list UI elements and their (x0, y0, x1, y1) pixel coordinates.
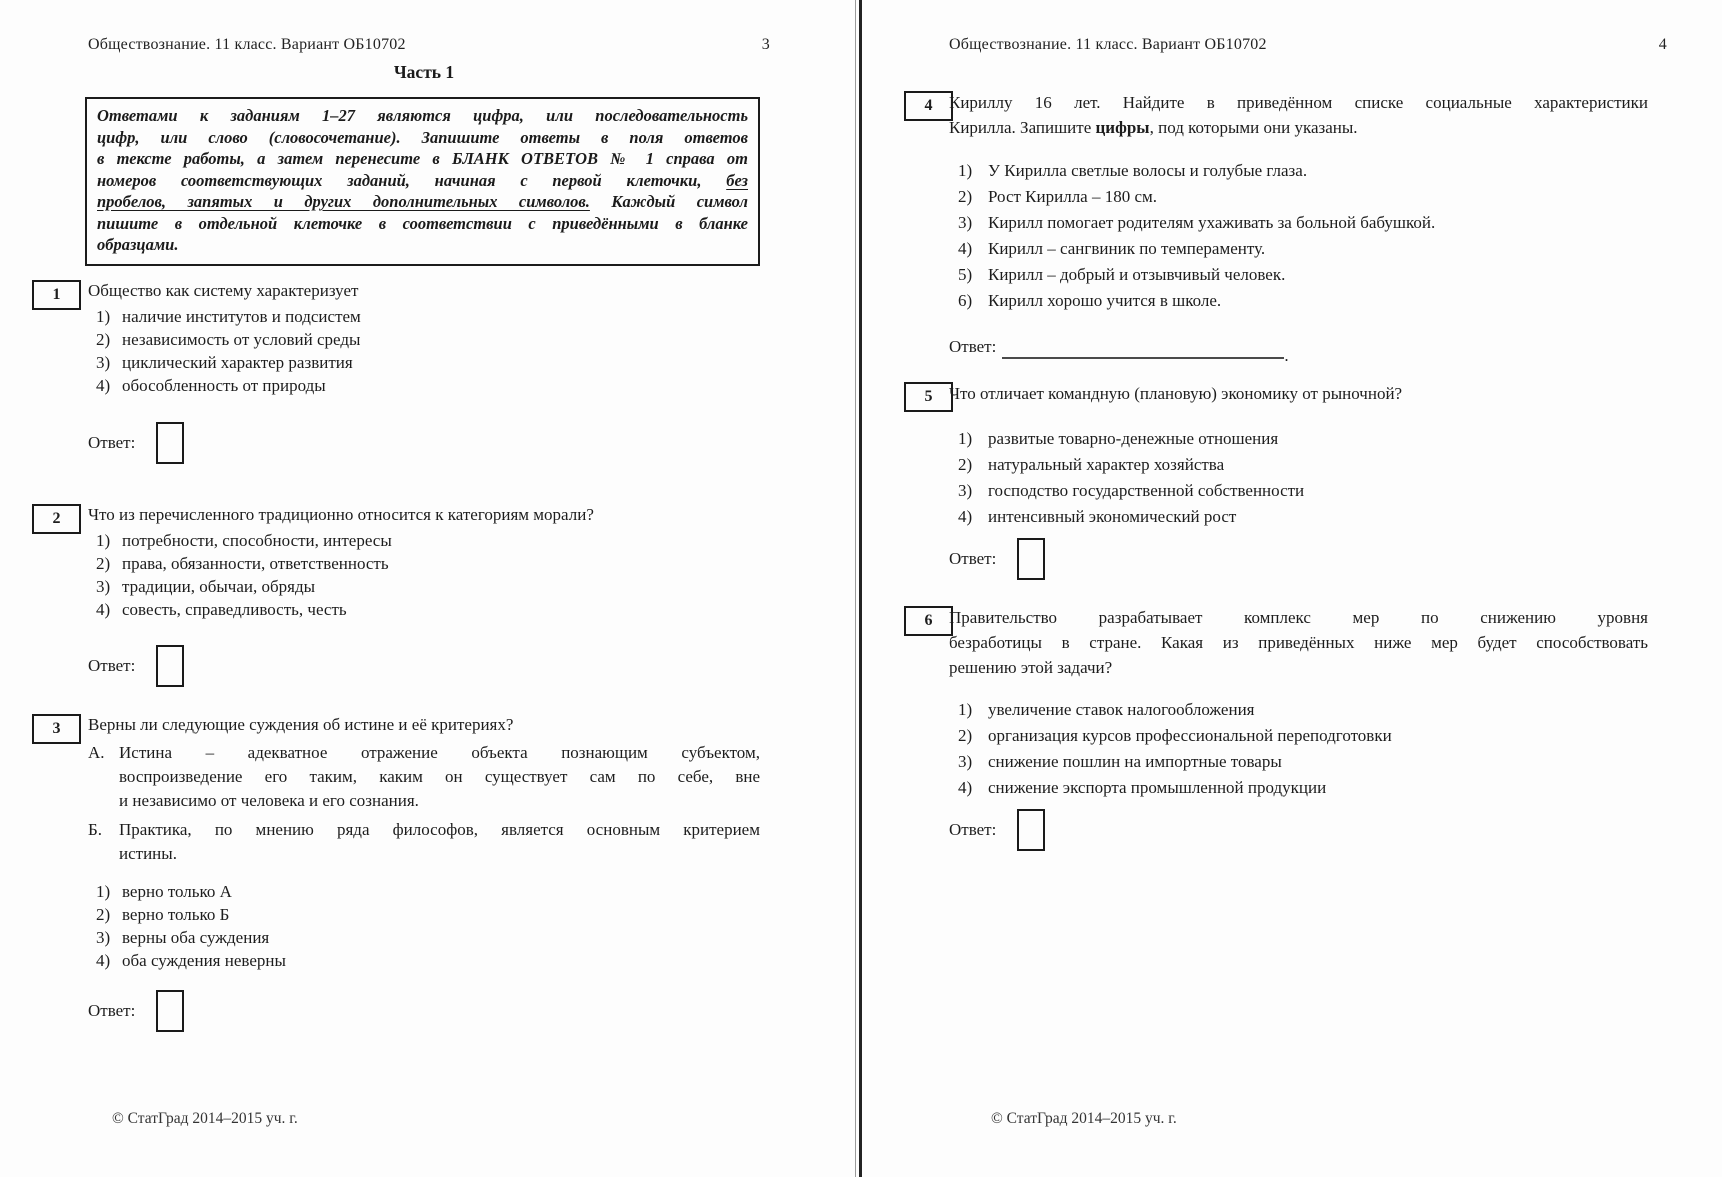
question-4 (862, 90, 1722, 368)
answer-label: Ответ: (949, 337, 997, 356)
question-text-line: Правительство разрабатывает комплекс мер по снижению уровня (949, 608, 1648, 627)
option-item: Кирилл помогает родителям ухаживать за больной бабушкой. (988, 213, 1436, 232)
statement-line: и независимо от человека и его сознания. (119, 791, 419, 810)
page-number: 4 (1658, 36, 1667, 53)
question-2 (0, 503, 855, 687)
footer-copyright: © СтатГрад 2014–2015 уч. г. (112, 1110, 298, 1127)
right-page (862, 0, 1722, 1177)
question-text-bold: цифры (1095, 118, 1150, 137)
header-title: Обществознание. 11 класс. Вариант ОБ10702 (949, 36, 1267, 53)
page-divider (855, 0, 862, 1177)
option-item: традиции, обычаи, обряды (122, 577, 316, 596)
instructions-text: пишите в отдельной клеточке в соответствии с приведёнными в бланке (97, 213, 748, 233)
answer-row (88, 645, 760, 687)
option-item: оба суждения неверны (122, 951, 286, 970)
question-1 (0, 279, 855, 464)
instructions-line (97, 234, 748, 256)
answer-input-line (1002, 341, 1284, 359)
instructions-line (97, 105, 748, 127)
options-list (949, 697, 1648, 801)
page-header (88, 36, 770, 54)
option-item: потребности, способности, интересы (122, 531, 392, 550)
left-page (0, 0, 855, 1177)
answer-label: Ответ: (88, 433, 136, 452)
options-list (949, 158, 1648, 314)
answer-row (949, 809, 1648, 851)
question-number-badge: 4 (904, 91, 953, 121)
answer-input-box (1017, 538, 1045, 580)
answer-line-period: . (1284, 346, 1289, 365)
options-list (88, 305, 760, 397)
instructions-line (97, 127, 748, 149)
statement-line: Практика, по мнению ряда философов, является основным критерием (119, 820, 760, 839)
question-number-badge: 6 (904, 606, 953, 636)
option-item: верны оба суждения (122, 928, 270, 947)
instructions-text: цифр, или слово (словосочетание). Запишите ответы в поля ответов (97, 127, 748, 147)
option-item: Рост Кирилла – 180 см. (988, 187, 1158, 206)
question-text-segment: Кирилла. Запишите (949, 118, 1096, 137)
statement-a (88, 741, 760, 813)
statement-text (119, 741, 760, 813)
instructions-line (97, 213, 748, 235)
option-item: верно только А (122, 882, 232, 901)
answer-label: Ответ: (949, 549, 997, 568)
question-text-line: Кириллу 16 лет. Найдите в приведённом списке социальные характеристики (949, 93, 1648, 112)
page-header (949, 36, 1667, 54)
answer-row (88, 422, 760, 464)
instructions-line (97, 170, 748, 192)
option-item: обособленность от природы (122, 376, 326, 395)
question-6 (862, 605, 1722, 851)
question-number-badge: 1 (32, 280, 81, 310)
statement-line: Истина – адекватное отражение объекта познающим субъектом, (119, 743, 760, 762)
statement-line: истины. (119, 844, 177, 863)
answer-input-box (156, 990, 184, 1032)
option-item: У Кирилла светлые волосы и голубые глаза. (988, 161, 1308, 180)
question-5 (862, 381, 1722, 580)
option-item: господство государственной собственности (988, 481, 1305, 500)
question-text (949, 605, 1648, 680)
statement-b (88, 818, 760, 866)
option-item: натуральный характер хозяйства (988, 455, 1225, 474)
options-list (88, 880, 760, 972)
answer-label: Ответ: (88, 1001, 136, 1020)
header-title: Обществознание. 11 класс. Вариант ОБ10702 (88, 36, 406, 53)
statement-line: воспроизведение его таким, каким он существует сам по себе, вне (119, 767, 760, 786)
option-item: интенсивный экономический рост (988, 507, 1237, 526)
answer-input-box (156, 645, 184, 687)
question-number-badge: 3 (32, 714, 81, 744)
answer-label: Ответ: (88, 656, 136, 675)
statements (88, 741, 760, 866)
part-title: Часть 1 (393, 62, 455, 82)
question-text-line: безработицы в стране. Какая из приведённых ниже мер будет способствовать (949, 633, 1648, 652)
instructions-box (85, 97, 760, 266)
option-item: Кирилл хорошо учится в школе. (988, 291, 1222, 310)
statement-text (119, 818, 760, 866)
footer-copyright: © СтатГрад 2014–2015 уч. г. (991, 1110, 1177, 1127)
answer-label: Ответ: (949, 820, 997, 839)
option-item: наличие институтов и подсистем (122, 307, 361, 326)
option-item: увеличение ставок налогообложения (988, 700, 1255, 719)
instructions-line (97, 148, 748, 170)
answer-row (88, 990, 760, 1032)
question-text-line (949, 115, 1648, 140)
question-3 (0, 713, 855, 1032)
option-item: развитые товарно-денежные отношения (988, 429, 1279, 448)
option-item: Кирилл – сангвиник по темпераменту. (988, 239, 1266, 258)
instructions-text: Ответами к заданиям 1–27 являются цифра, или последовательность (97, 106, 748, 125)
question-number-badge: 5 (904, 382, 953, 412)
instructions-line (97, 191, 748, 213)
option-item: права, обязанности, ответственность (122, 554, 389, 573)
instructions-text: Каждый символ (589, 192, 748, 211)
option-item: снижение пошлин на импортные товары (988, 752, 1282, 771)
option-item: Кирилл – добрый и отзывчивый человек. (988, 265, 1286, 284)
answer-row (949, 538, 1648, 580)
instructions-text: образцами. (97, 235, 179, 254)
question-text: Что из перечисленного традиционно относится к категориям морали? (88, 505, 594, 524)
question-text-line: решению этой задачи? (949, 658, 1113, 677)
option-item: организация курсов профессиональной переподготовки (988, 726, 1392, 745)
question-text-segment: , под которыми они указаны. (1149, 118, 1358, 137)
question-text: Общество как систему характеризует (88, 281, 359, 300)
question-text: Что отличает командную (плановую) экономику от рыночной? (949, 384, 1403, 403)
option-item: совесть, справедливость, честь (122, 600, 347, 619)
statement-label: А. (88, 743, 105, 762)
option-item: снижение экспорта промышленной продукции (988, 778, 1327, 797)
instructions-underlined-text: пробелов, запятых и других дополнительных символов. (97, 192, 590, 211)
answer-input-box (156, 422, 184, 464)
options-list (949, 426, 1648, 530)
option-item: независимость от условий среды (122, 330, 361, 349)
question-text (949, 90, 1648, 140)
options-list (88, 529, 760, 621)
answer-row (949, 326, 1648, 368)
instructions-text: в тексте работы, а затем перенесите в БЛАНК ОТВЕТОВ № 1 справа от (97, 149, 748, 168)
instructions-text: номеров соответствующих заданий, начиная с первой клеточки, (97, 170, 727, 190)
question-text: Верны ли следующие суждения об истине и её критериях? (88, 715, 514, 734)
statement-label: Б. (88, 820, 103, 839)
page-number: 3 (761, 36, 770, 53)
instructions-underlined-text: без (726, 170, 748, 190)
answer-input-box (1017, 809, 1045, 851)
option-item: верно только Б (122, 905, 230, 924)
question-number-badge: 2 (32, 504, 81, 534)
option-item: циклический характер развития (122, 353, 353, 372)
